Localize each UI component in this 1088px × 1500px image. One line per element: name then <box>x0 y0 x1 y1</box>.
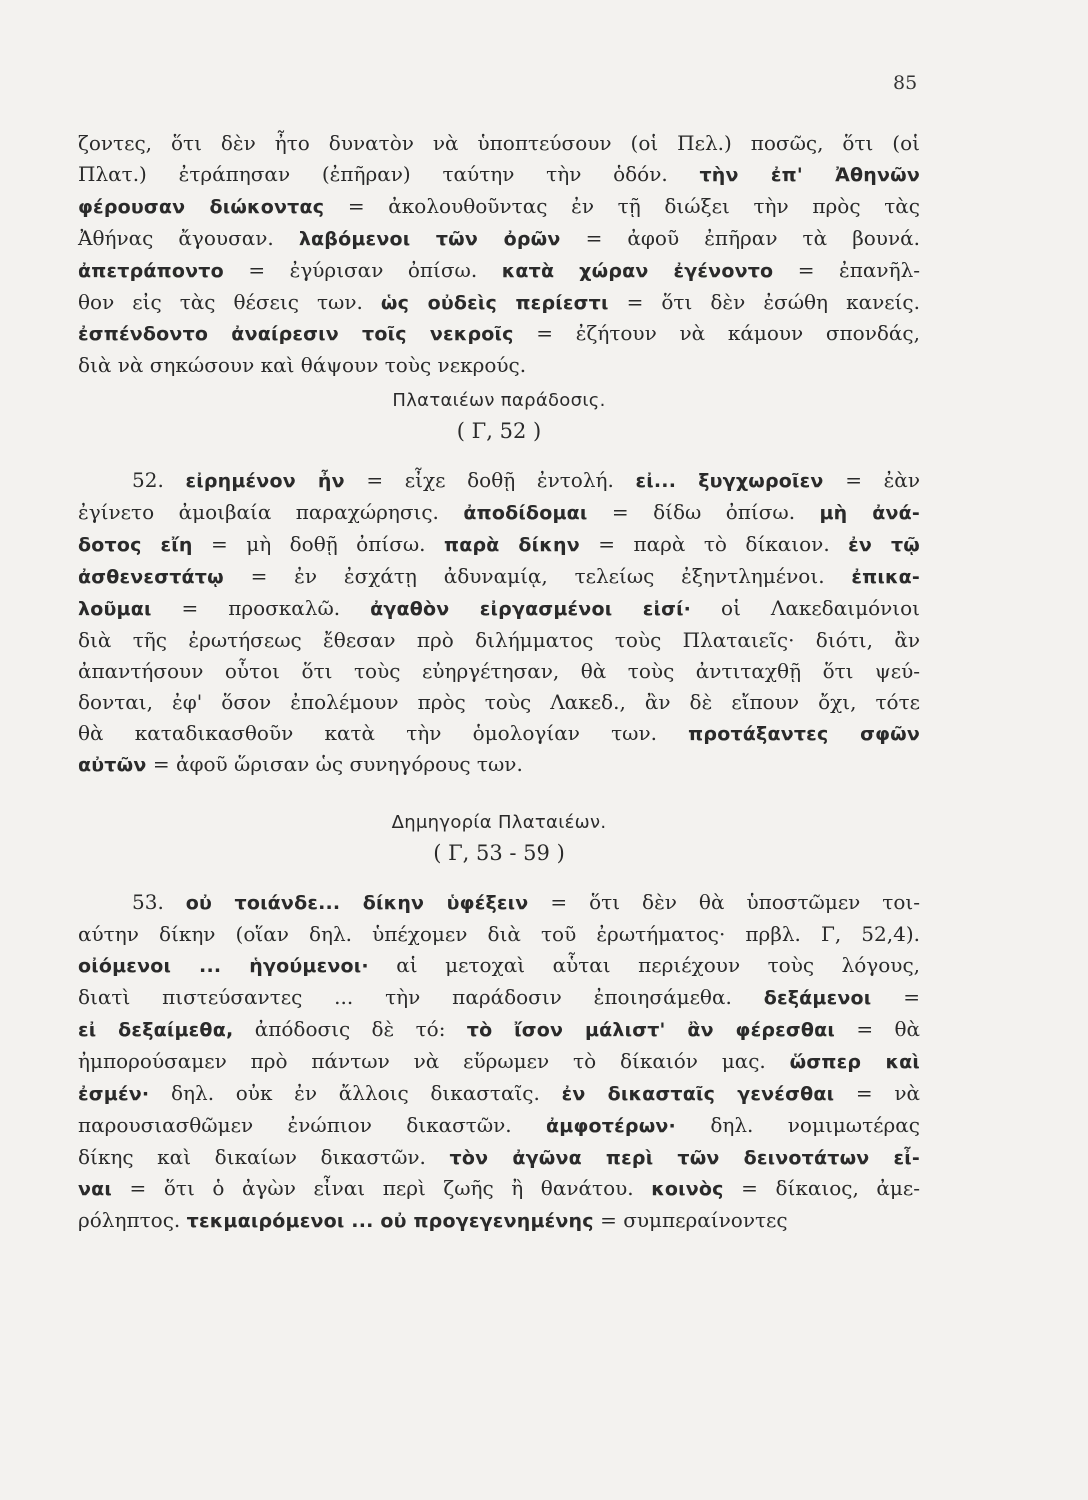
text-line: αὐτῶν = ἀφοῦ ὥρισαν ὡς συνηγόρους των. <box>78 752 523 777</box>
lemma: τὴν ἐπ' Ἀθηνῶν <box>699 163 920 186</box>
lemma: οὐ τοιάνδε... δίκην ὑφέξειν <box>185 892 529 915</box>
lemma: τὸν ἀγῶνα περὶ τῶν δεινοτάτων εἶ- <box>449 1146 920 1169</box>
lemma: ἀγαθὸν εἰργασμένοι εἰσί· <box>370 597 692 620</box>
text-line: θὰ καταδικασθοῦν κατὰ τὴν ὁμολογίαν των. προτάξαντες σφῶν <box>78 720 920 745</box>
page-number: 85 <box>893 72 918 94</box>
lemma: οἰόμενοι ... ἡγούμενοι· <box>78 955 369 978</box>
lemma: λαβόμενοι τῶν ὀρῶν <box>298 227 561 250</box>
text-line: ἐσπένδοντο ἀναίρεσιν τοῖς νεκροῖς = ἐζήτουν νὰ κάμουν σπονδάς, <box>78 321 920 346</box>
section-reference-1: ( Γ, 52 ) <box>456 419 542 444</box>
text-line: εἰ δεξαίμεθα, ἀπόδοσις δὲ τό: τὸ ἴσον μάλιστ' ἂν φέρεσθαι = θὰ <box>78 1016 921 1041</box>
text-line: ναι = ὅτι ὁ ἀγὼν εἶναι περὶ ζωῆς ἢ θανάτου. κοινὸς = δίκαιος, ἀμε- <box>78 1176 920 1201</box>
lemma: τὸ ἴσον μάλιστ' ἂν φέρεσθαι <box>466 1018 836 1041</box>
lemma: παρὰ δίκην <box>443 534 580 557</box>
text-line: ζοντες, ὅτι δὲν ἦτο δυνατὸν νὰ ὑποπτεύσουν (οἱ Πελ.) ποσῶς, ὅτι (οἱ <box>78 131 920 155</box>
lemma: δεξάμενοι <box>763 987 872 1010</box>
lemma: φέρουσαν διώκοντας <box>78 195 325 218</box>
lemma: ἀμφοτέρων· <box>546 1114 676 1137</box>
text-line: φέρουσαν διώκοντας = ἀκολουθοῦντας ἐν τῇ διώξει τὴν πρὸς τὰς <box>78 193 920 218</box>
lemma: κατὰ χώραν ἐγένοντο <box>501 259 774 282</box>
lemma: λοῦμαι <box>78 597 152 620</box>
text-line: δοτος εἴη = μὴ δοθῇ ὀπίσω. παρὰ δίκην = παρὰ τὸ δίκαιον. ἐν τῷ <box>78 532 921 557</box>
text-line: παρουσιασθῶμεν ἐνώπιον δικαστῶν. ἀμφοτέρων· δηλ. νομιμωτέρας <box>78 1112 921 1137</box>
paragraph-3 <box>78 887 920 1237</box>
lemma: ἐπικα- <box>851 565 920 588</box>
text-line: διὰ τῆς ἐρωτήσεως ἔθεσαν πρὸ διλήμματος τοὺς Πλαταιεῖς· διότι, ἂν <box>78 627 920 652</box>
text-line: δίκης καὶ δικαίων δικαστῶν. τὸν ἀγῶνα περὶ τῶν δεινοτάτων εἶ- <box>78 1144 920 1169</box>
text-line: λοῦμαι = προσκαλῶ. ἀγαθὸν εἰργασμένοι εἰσί· οἱ Λακεδαιμόνιοι <box>78 595 920 620</box>
lemma: ἀπετράποντο <box>78 259 224 282</box>
lemma: τεκμαιρόμενοι ... οὐ προγεγενημένης <box>186 1210 594 1233</box>
lemma: ναι <box>78 1178 112 1201</box>
section-heading-2: Δημηγορία Πλαταιέων. <box>391 812 607 834</box>
section-reference-2: ( Γ, 53 - 59 ) <box>433 841 565 866</box>
text-line: διὰ νὰ σηκώσουν καὶ θάψουν τοὺς νεκρούς. <box>78 353 527 378</box>
paragraph-2 <box>78 465 920 781</box>
text-line: ἀσθενεστάτῳ = ἐν ἐσχάτῃ ἀδυναμίᾳ, τελείως ἐξηντλημένοι. ἐπικα- <box>78 563 920 588</box>
lemma: ὡς οὐδεὶς περίεστι <box>380 291 609 314</box>
lemma: μὴ ἀνά- <box>819 502 920 525</box>
text-line: ἠμπορούσαμεν πρὸ πάντων νὰ εὕρωμεν τὸ δίκαιόν μας. ὥσπερ καὶ <box>78 1048 921 1073</box>
lemma: ἐν δικασταῖς γενέσθαι <box>561 1082 835 1105</box>
lemma: ἐσπένδοντο ἀναίρεσιν τοῖς νεκροῖς <box>78 323 514 346</box>
text-line: ἀπετράποντο = ἐγύρισαν ὀπίσω. κατὰ χώραν ἐγένοντο = ἐπανῆλ- <box>78 257 920 282</box>
text-line: ἐσμέν· δηλ. οὐκ ἐν ἄλλοις δικασταῖς. ἐν δικασταῖς γενέσθαι = νὰ <box>78 1080 920 1105</box>
lemma: ἀσθενεστάτῳ <box>78 565 224 588</box>
text-line: 52. εἰρημένον ἦν = εἶχε δοθῇ ἐντολή. εἰ... ξυγχωροῖεν = ἐὰν <box>132 468 920 493</box>
text-line: Πλατ.) ἐτράπησαν (ἐπῆραν) ταύτην τὴν ὁδόν. τὴν ἐπ' Ἀθηνῶν <box>78 161 920 186</box>
text-line: οἰόμενοι ... ἡγούμενοι· αἱ μετοχαὶ αὗται περιέχουν τοὺς λόγους, <box>78 953 920 978</box>
lemma: ἐν τῷ <box>848 534 921 557</box>
text-line: ρόληπτος. τεκμαιρόμενοι ... οὐ προγεγενημένης = συμπεραίνοντες <box>78 1208 788 1233</box>
lemma: εἰ... ξυγχωροῖεν <box>635 470 824 493</box>
text-line: δονται, ἐφ' ὅσον ἐπολέμουν πρὸς τοὺς Λακεδ., ἂν δὲ εἴπουν ὄχι, τότε <box>78 689 920 714</box>
text-line: 53. οὐ τοιάνδε... δίκην ὑφέξειν = ὅτι δὲν θὰ ὑποστῶμεν τοι- <box>132 890 921 915</box>
lemma: κοινὸς <box>651 1178 724 1201</box>
text-line: ἐγίνετο ἀμοιβαία παραχώρησις. ἀποδίδομαι = δίδω ὀπίσω. μὴ ἀνά- <box>78 500 920 525</box>
text-line: θον εἰς τὰς θέσεις των. ὡς οὐδεὶς περίεστι = ὅτι δὲν ἐσώθη κανείς. <box>78 289 920 314</box>
lemma: ἐσμέν· <box>78 1082 150 1105</box>
paragraph-1 <box>78 128 920 381</box>
lemma: ἀποδίδομαι <box>463 502 588 525</box>
lemma: ὥσπερ καὶ <box>789 1050 921 1073</box>
lemma: αὐτῶν <box>78 754 147 777</box>
text-line: αύτην δίκην (οἵαν δηλ. ὑπέχομεν διὰ τοῦ ἐρωτήματος· πρβλ. Γ, 52,4). <box>78 922 920 947</box>
text-line: ἀπαντήσουν οὗτοι ὅτι τοὺς εὐηργέτησαν, θὰ τοὺς ἀντιταχθῇ ὅτι ψεύ- <box>78 658 920 683</box>
lemma: εἰ δεξαίμεθα, <box>78 1018 234 1041</box>
lemma: δοτος εἴη <box>78 534 193 557</box>
commentary-text <box>78 128 920 1237</box>
text-line: Ἀθήνας ἄγουσαν. λαβόμενοι τῶν ὀρῶν = ἀφοῦ ἐπῆραν τὰ βουνά. <box>78 225 920 250</box>
section-heading-1: Πλαταιέων παράδοσις. <box>392 390 606 412</box>
text-line: διατὶ πιστεύσαντες ... τὴν παράδοσιν ἐποιησάμεθα. δεξάμενοι = <box>78 985 920 1010</box>
lemma: προτάξαντες σφῶν <box>688 722 920 745</box>
lemma: εἰρημένον ἦν <box>185 470 345 493</box>
